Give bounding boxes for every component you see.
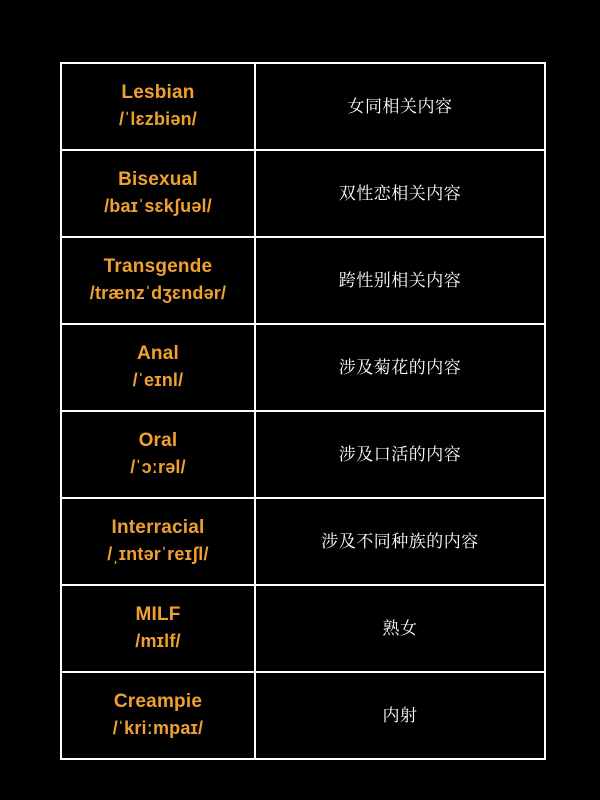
term-text: Anal [137,343,179,365]
meaning-cell [255,324,545,411]
table-row [61,585,545,672]
meaning-text: 内射 [382,705,418,725]
meaning-cell [255,498,545,585]
term-text: Creampie [113,691,203,713]
term-cell [61,672,255,759]
table-row [61,324,545,411]
meaning-cell [255,672,545,759]
term-text: Bisexual [118,169,198,191]
term-cell [61,585,255,672]
meaning-cell [255,150,545,237]
table-row [61,498,545,585]
ipa-text: /ˈeɪnl/ [132,370,184,391]
meaning-text: 涉及菊花的内容 [338,357,462,377]
ipa-text: /ˈɔːrəl/ [130,457,186,478]
ipa-text: /ˌɪntərˈreɪʃl/ [107,544,209,565]
term-text: Oral [138,430,178,452]
meaning-text: 涉及口活的内容 [338,444,462,464]
table-row [61,237,545,324]
table-row [61,411,545,498]
meaning-text: 双性恋相关内容 [338,183,462,203]
glossary-table-wrapper [60,62,540,760]
ipa-text: /mɪlf/ [135,631,181,652]
table-row [61,672,545,759]
term-text: MILF [135,604,181,626]
term-cell [61,63,255,150]
ipa-text: /baɪˈsɛkʃuəl/ [104,196,212,217]
term-text: Lesbian [121,82,195,104]
term-cell [61,237,255,324]
term-cell [61,150,255,237]
term-cell [61,411,255,498]
meaning-text: 熟女 [382,618,418,638]
meaning-text: 涉及不同种族的内容 [321,531,479,551]
term-text: Interracial [111,517,205,539]
term-text: Transgende [103,256,213,278]
meaning-cell [255,585,545,672]
meaning-text: 女同相关内容 [347,96,453,116]
ipa-text: /trænzˈdʒɛndər/ [89,283,227,304]
glossary-table [60,62,546,760]
meaning-cell [255,63,545,150]
table-row [61,63,545,150]
meaning-cell [255,237,545,324]
ipa-text: /ˈkriːmpaɪ/ [112,718,204,739]
meaning-cell [255,411,545,498]
meaning-text: 跨性别相关内容 [338,270,462,290]
term-cell [61,498,255,585]
term-cell [61,324,255,411]
ipa-text: /ˈlɛzbiən/ [119,109,197,130]
table-row [61,150,545,237]
